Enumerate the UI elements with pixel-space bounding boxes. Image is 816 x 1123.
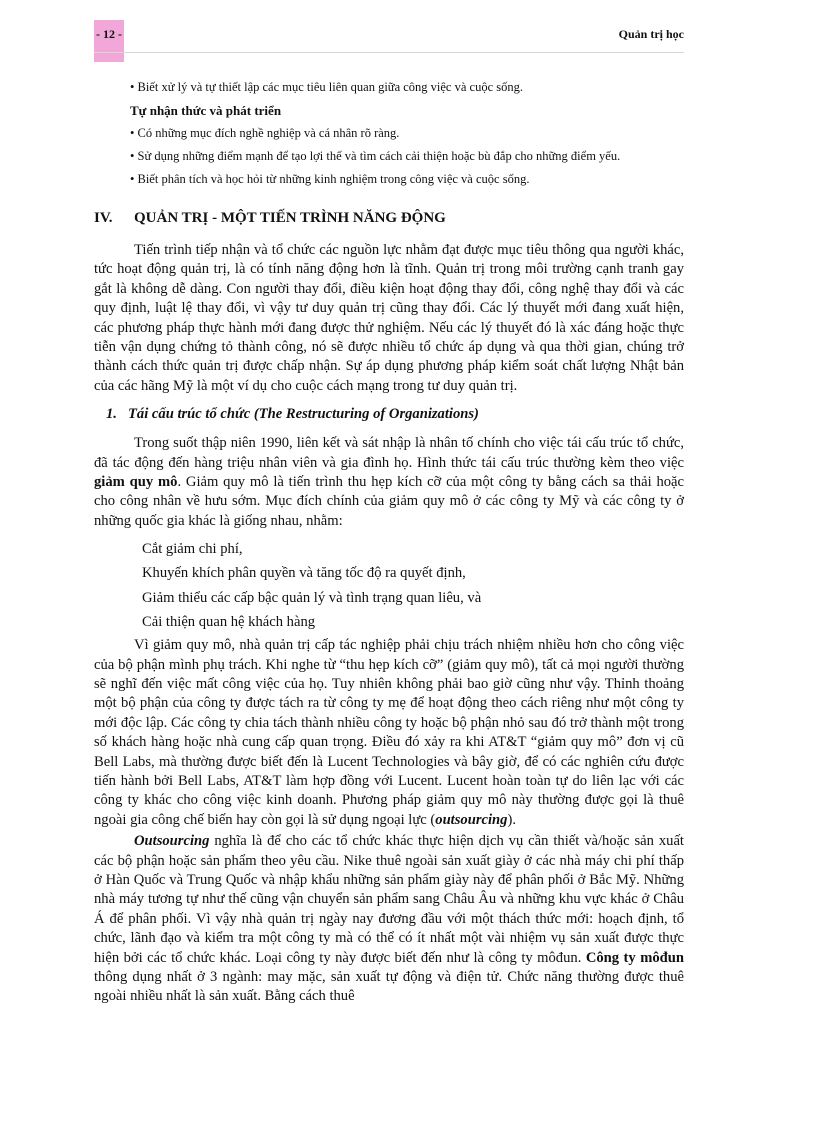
goal-item: Cắt giảm chi phí, (142, 541, 243, 558)
bullet-item: • Biết phân tích và học hỏi từ những kinh nghiệm trong công việc và cuộc sống. (130, 172, 530, 186)
goal-item: Khuyến khích phân quyền và tăng tốc độ ra quyết định, (142, 565, 466, 582)
section-title: QUẢN TRỊ - MỘT TIẾN TRÌNH NĂNG ĐỘNG (134, 210, 446, 226)
term-outsourcing-lead: Outsourcing (134, 833, 210, 850)
header-rule (94, 52, 684, 53)
goal-item: Cải thiện quan hệ khách hàng (142, 613, 316, 630)
term-outsourcing: outsourcing (435, 811, 508, 828)
bullet-item: • Sử dụng những điểm mạnh để tạo lợi thế và tìm cách cải thiện hoặc bù đắp cho những điểm yếu. (130, 149, 621, 163)
subsection-heading (106, 404, 684, 424)
subsection-title: Tái cấu trúc tổ chức (The Restructuring of Organizations) (128, 406, 479, 423)
page-number: - 12 - (96, 27, 122, 41)
bullet-item: • Biết xử lý và tự thiết lập các mục tiêu liên quan giữa công việc và cuộc sống. (130, 80, 523, 94)
subsection-number: 1. (106, 406, 117, 423)
paragraph-outsourcing-definition: Outsourcing nghĩa là để cho các tổ chức khác thực hiện dịch vụ cần thiết và/hoặc sản xuất các bộ phận hoặc sản phẩm theo yêu cầu. Nike thuê ngoài sản xuất giày ở các nhà máy chi phí thấp ở Hàn Quốc và Trung Quốc và nhập khẩu những sản phẩm giày này để phân phối ở Bắc Mỹ. Những nhà máy tương tự như thế cũng vận chuyển sản phẩm sang Châu Âu và những khu vực khác ở Châu Á để phân phối. Vì vậy nhà quản trị ngày nay đương đầu với một thách thức mới: hoạch định, tổ chức, lãnh đạo và kiểm tra một công ty mà có thể có ít nhất một vài nhiệm vụ sản xuất được thực hiện bởi các tổ chức khác. Loại công ty này được biết đến như là công ty môđun. Công ty môđun thông dụng nhất ở 3 ngành: may mặc, sản xuất tự động và điện tử. Chức năng thường được thuê ngoài nhiều nhất là sản xuất. Bằng cách thuê (94, 833, 684, 1005)
goal-item: Giảm thiểu các cấp bậc quản lý và tình trạng quan liêu, và (142, 589, 482, 606)
bullet-item: • Có những mục đích nghề nghiệp và cá nhân rõ ràng. (130, 126, 400, 140)
section-heading (94, 207, 684, 229)
page-number-badge (94, 20, 124, 62)
paragraph-outsourcing-intro: Vì giảm quy mô, nhà quản trị cấp tác nghiệp phải chịu trách nhiệm nhiều hơn cho công việc của bộ phận mình phụ trách. Khi nghe từ “thu hẹp kích cỡ” (giảm quy mô), tất cả mọi người thường sẽ nghĩ đến việc mất công việc của họ. Tuy nhiên không phải bao giờ cũng như vậy. Thỉnh thoảng một bộ phận của công ty được tách ra từ công ty mẹ để hoạt động theo cách riêng như một công ty mới độc lập. Các công ty chia tách thành nhiều công ty hoặc bộ phận nhỏ sau đó trở thành một trong số khách hàng hoặc nhà cung cấp quan trọng. Điều đó xảy ra khi AT&T “giảm quy mô” đơn vị cũ Bell Labs, mà thường được biết đến là Lucent Technologies và bây giờ, để có các nghiên cứu được tiến hành bởi Bell Labs, AT&T làm hợp đồng với Lucent. Lucent hoàn toàn tự do liên lạc với các công ty khác cho công việc kinh doanh. Phương pháp giảm quy mô này thường được gọi là thuê ngoài gia công chế biến hay còn gọi là sử dụng ngoại lực (outsourcing). (94, 637, 684, 828)
paragraph-downsizing: Trong suốt thập niên 1990, liên kết và sát nhập là nhân tố chính cho việc tái cấu trúc tổ chức, đã tác động đến hàng triệu nhân viên và gia đình họ. Hình thức tái cấu trúc thường kèm theo việc giảm quy mô. Giảm quy mô là tiến trình thu hẹp kích cỡ của một công ty bằng cách sa thải hoặc cho công nhân về hưu sớm. Mục đích chính của giảm quy mô ở các công ty Mỹ và các công ty ở những quốc gia khác là giống nhau, nhằm: (94, 435, 684, 529)
term-modular-company: Công ty môđun (585, 949, 684, 966)
term-downsizing: giảm quy mô (94, 474, 178, 491)
section-paragraph: Tiến trình tiếp nhận và tổ chức các nguồn lực nhằm đạt được mục tiêu thông qua người khác, tức hoạt động quản trị, là có tính năng động hơn là tĩnh. Quản trị trong môi trường cạnh tranh gay gắt là không dễ dàng. Con người thay đổi, điều kiện hoạt động thay đổi, công nghệ thay đổi và các quy định, luật lệ thay đổi, vì vậy tư duy quản trị cũng thay đổi. Các lý thuyết mới đang xuất hiện, các phương pháp thực hành mới đang được thử nghiệm. Nếu các lý thuyết đó là xác đáng hoặc thực tiễn vận dụng chứng tỏ thành công, nó sẽ được nhiều tổ chức áp dụng và qua thời gian, chúng trở thành cách thức quản trị được chấp nhận. Sự áp dụng phương pháp kiểm soát chất lượng Nhật bản của các hãng Mỹ là một ví dụ cho cuộc cách mạng trong tư duy quản trị. (94, 242, 684, 394)
page-content (94, 76, 684, 1007)
self-awareness-heading: Tự nhận thức và phát triển (130, 103, 282, 118)
section-number: IV. (94, 210, 113, 226)
running-title: Quản trị học (618, 27, 684, 41)
